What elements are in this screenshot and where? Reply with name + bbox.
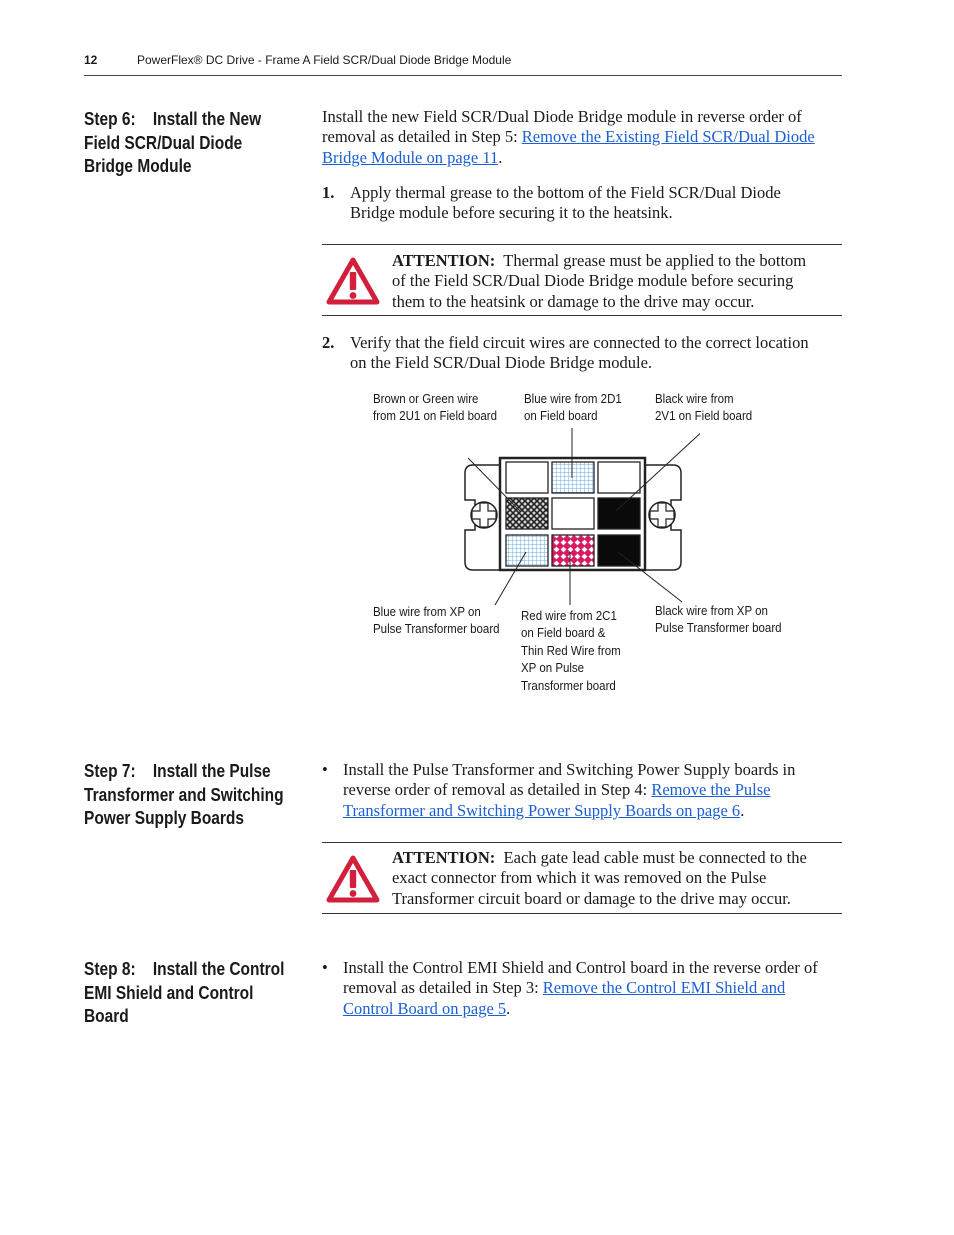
caption-line: Blue wire from XP on — [373, 605, 481, 619]
intro-line: removal as detailed in Step 5: — [322, 127, 522, 147]
bullet-line: Install the Pulse Transformer and Switching Power Supply boards in — [343, 760, 796, 779]
attention-line: of the Field SCR/Dual Diode Bridge module before securing — [392, 271, 794, 291]
pin-cell-black-xp — [598, 535, 640, 566]
bullet: • — [322, 760, 328, 779]
attention-line: exact connector from which it was removed on the Pulse — [392, 868, 767, 888]
intro-line: Install the new Field SCR/Dual Diode Bridge module in reverse order of — [322, 107, 802, 126]
step6-heading — [84, 108, 316, 179]
attention-line: Thermal grease must be applied to the bottom — [503, 251, 807, 270]
step6-heading-line: Bridge Module — [84, 156, 192, 176]
item-line: Apply thermal grease to the bottom of the Field SCR/Dual Diode — [350, 183, 781, 202]
attention-box-grease — [322, 244, 842, 316]
pin-cell-empty — [552, 498, 594, 529]
item-line: Bridge module before securing it to the heatsink. — [350, 203, 673, 223]
link-remove-control-emi-shield[interactable]: Remove the Control EMI Shield and — [542, 978, 786, 998]
caption-line: from 2U1 on Field board — [373, 409, 498, 424]
pin-cell-empty — [506, 462, 548, 493]
step8-heading — [84, 958, 316, 1029]
caption-line: Brown or Green wire — [373, 392, 479, 406]
bullet-line: removal as detailed in Step 3: — [343, 978, 543, 998]
step7-heading-line: Transformer and Switching — [84, 784, 284, 805]
item-line: Verify that the field circuit wires are connected to the correct location — [350, 333, 809, 352]
step6-item-2 — [322, 333, 842, 374]
bullet-end: . — [506, 998, 511, 1018]
attention-text — [392, 848, 842, 909]
caption-line: Red wire from 2C1 — [521, 609, 617, 623]
intro-end: . — [498, 147, 503, 167]
connector-diagram — [440, 425, 700, 605]
link-remove-existing-module[interactable]: Remove the Existing Field SCR/Dual Diode — [521, 127, 815, 147]
step8-heading-line: Step 8: Install the Control — [84, 959, 285, 979]
step8-heading-line: EMI Shield and Control — [84, 982, 254, 1003]
list-number: 1. — [322, 183, 335, 202]
step7-bullet — [322, 760, 842, 821]
link-remove-existing-module-page[interactable]: Bridge Module on page 11 — [322, 147, 499, 167]
warning-triangle-icon — [326, 855, 380, 903]
caption-line: Pulse Transformer board — [373, 622, 500, 637]
step8-bullet — [322, 958, 847, 1019]
caption-line: 2V1 on Field board — [655, 409, 753, 424]
step7-heading-line: Power Supply Boards — [84, 808, 245, 828]
step6-heading-line: Step 6: Install the New — [84, 109, 262, 129]
caption-line: Pulse Transformer board — [655, 621, 782, 636]
bullet-line: reverse order of removal as detailed in Step 4: — [343, 780, 652, 800]
caption-line: Thin Red Wire from — [521, 643, 621, 658]
caption-black-wire-xp — [655, 603, 782, 638]
caption-blue-wire-xp — [373, 604, 500, 639]
link-remove-control-emi-shield-page[interactable]: Control Board on page 5 — [343, 998, 507, 1018]
running-header-title: PowerFlex® DC Drive - Frame A Field SCR/Dual Diode Bridge Module — [137, 53, 512, 67]
bullet: • — [322, 958, 328, 977]
warning-triangle-icon — [326, 257, 380, 305]
step6-intro — [322, 107, 852, 168]
caption-red-wire-2c1 — [521, 608, 621, 695]
pin-cell-red-2c1 — [552, 535, 594, 566]
link-remove-pulse-transformer-page[interactable]: Transformer and Switching Power Supply Boards on page 6 — [343, 800, 741, 820]
attention-label: ATTENTION: — [392, 251, 496, 270]
caption-brown-green-wire — [373, 391, 497, 426]
caption-line: Blue wire from 2D1 — [524, 392, 622, 406]
caption-line: on Field board — [524, 409, 598, 424]
item-line: on the Field SCR/Dual Diode Bridge module. — [350, 353, 653, 373]
pin-cell-black-2v1 — [598, 498, 640, 529]
caption-black-wire-2v1 — [655, 391, 752, 426]
screw-right-icon — [649, 502, 675, 528]
caption-line: Transformer board — [521, 678, 616, 693]
attention-text — [392, 251, 842, 312]
list-number: 2. — [322, 333, 335, 352]
step7-heading-line: Step 7: Install the Pulse — [84, 761, 271, 781]
bullet-line: Install the Control EMI Shield and Control board in the reverse order of — [343, 958, 818, 977]
caption-line: on Field board & — [521, 626, 606, 641]
link-remove-pulse-transformer[interactable]: Remove the Pulse — [651, 780, 771, 800]
caption-line: Black wire from XP on — [655, 604, 768, 618]
attention-line: them to the heatsink or damage to the drive may occur. — [392, 291, 755, 311]
page-number: 12 — [84, 53, 98, 67]
attention-line: Each gate lead cable must be connected to the — [503, 848, 807, 867]
attention-label: ATTENTION: — [392, 848, 496, 867]
step6-heading-line: Field SCR/Dual Diode — [84, 132, 243, 153]
pin-cell-blue-xp — [506, 535, 548, 566]
header-rule — [84, 75, 842, 76]
caption-line: Black wire from — [655, 392, 734, 406]
attention-box-gate-lead — [322, 842, 842, 914]
attention-line: Transformer circuit board or damage to the drive may occur. — [392, 888, 791, 908]
bullet-end: . — [740, 800, 745, 820]
screw-left-icon — [471, 502, 497, 528]
caption-line: XP on Pulse — [521, 661, 585, 676]
pin-cell-blue-2d1 — [552, 462, 594, 493]
step8-heading-line: Board — [84, 1006, 129, 1026]
caption-blue-wire-2d1 — [524, 391, 622, 426]
pin-cell-empty — [598, 462, 640, 493]
step6-item-1 — [322, 183, 842, 224]
step7-heading — [84, 760, 316, 831]
